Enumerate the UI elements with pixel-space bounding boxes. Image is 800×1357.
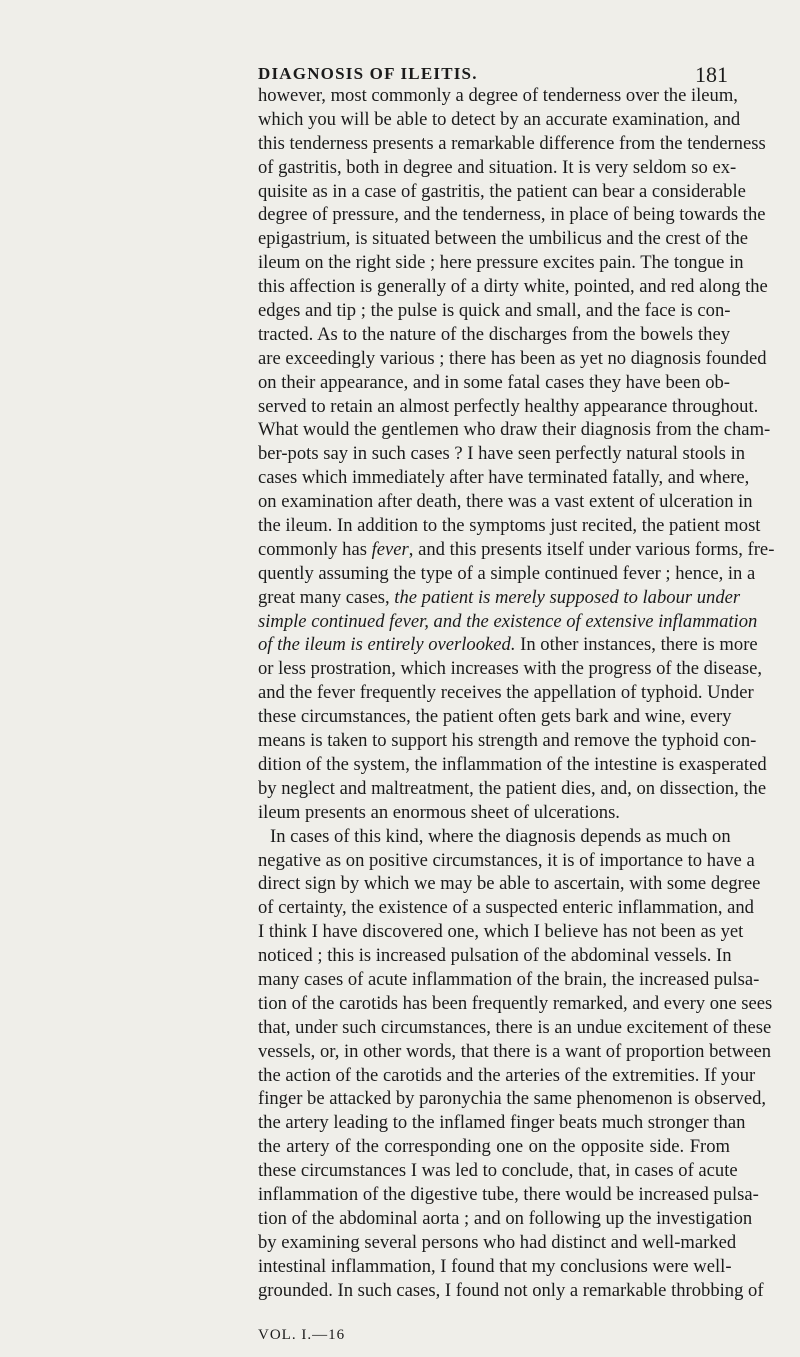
text-segment: I think I have discovered one, which I believe has not been as yet	[258, 921, 744, 943]
text-line	[258, 1016, 772, 1040]
text-line	[258, 586, 741, 610]
text-segment: epigastrium, is situated between the umbilicus and the crest of the	[258, 228, 749, 250]
text-segment: that, under such circumstances, there is an undue excitement of these	[258, 1016, 772, 1038]
text-segment: on examination after death, there was a vast extent of ulceration in	[258, 491, 753, 513]
text-line	[258, 84, 738, 108]
text-line	[258, 872, 761, 896]
text-segment: What would the gentlemen who draw their diagnosis from the cham-	[258, 419, 771, 441]
text-segment: this tenderness presents a remarkable difference from the tenderness	[258, 132, 766, 154]
text-line	[258, 132, 766, 156]
text-segment: the ileum. In addition to the symptoms just recited, the patient most	[258, 515, 761, 537]
text-line	[258, 1231, 737, 1255]
text-segment: edges and tip ; the pulse is quick and small, and the face is con-	[258, 300, 731, 322]
text-segment: these circumstances I was led to conclude, that, in cases of acute	[258, 1160, 738, 1182]
text-line	[258, 395, 759, 419]
text-segment: negative as on positive circumstances, it is of importance to have a	[258, 849, 755, 871]
text-line	[258, 801, 730, 825]
text-line	[258, 705, 730, 729]
text-segment: are exceedingly various ; there has been as yet no diagnosis founded	[258, 347, 767, 369]
text-segment: commonly has	[258, 538, 372, 560]
text-line	[258, 968, 760, 992]
text-segment: this affection is generally of a dirty white, pointed, and red along the	[258, 276, 768, 298]
text-line	[258, 729, 757, 753]
text-line	[258, 442, 746, 466]
text-segment: noticed ; this is increased pulsation of the abdominal vessels. In	[258, 945, 732, 967]
text-line	[258, 1255, 730, 1279]
text-segment: the artery of the corresponding one on the opposite side. From	[258, 1136, 730, 1158]
text-line	[258, 920, 744, 944]
text-line	[258, 180, 746, 204]
text-segment: the artery leading to the inflamed finger beats much stronger than	[258, 1112, 746, 1134]
text-segment: cases which immediately after have terminated fatally, and where,	[258, 467, 750, 489]
italic-text: fever	[371, 538, 409, 560]
text-segment: these circumstances, the patient often gets bark and wine, every	[258, 706, 732, 728]
italic-text: simple continued fever, and the existence of extensive inflammation	[258, 610, 758, 632]
text-segment: finger be attacked by paronychia the same phenomenon is observed,	[258, 1088, 767, 1110]
text-segment: direct sign by which we may be able to ascertain, with some degree	[258, 873, 761, 895]
text-line	[258, 299, 730, 323]
text-line	[258, 1135, 730, 1159]
text-segment: intestinal inflammation, I found that my conclusions were well-	[258, 1255, 732, 1277]
text-segment: tion of the abdominal aorta ; and on following up the investigation	[258, 1207, 753, 1229]
text-segment: degree of pressure, and the tenderness, in place of being towards the	[258, 204, 766, 226]
text-line	[258, 992, 773, 1016]
text-line	[258, 203, 766, 227]
text-segment: however, most commonly a degree of tenderness over the ileum,	[258, 85, 738, 106]
text-line	[258, 490, 753, 514]
text-segment: dition of the system, the inflammation of the intestine is exasperated	[258, 753, 767, 775]
text-line	[258, 251, 744, 275]
text-line	[258, 849, 755, 873]
running-title: DIAGNOSIS OF ILEITIS.	[258, 64, 478, 83]
text-line	[258, 1111, 746, 1135]
signature-mark: VOL. I.—16	[258, 1327, 346, 1343]
text-segment: great many cases,	[258, 586, 395, 608]
text-line	[258, 633, 758, 657]
text-line	[258, 418, 771, 442]
text-line	[258, 610, 758, 634]
text-line	[258, 514, 761, 538]
text-segment: of gastritis, both in degree and situation. It is very seldom so ex-	[258, 156, 737, 178]
text-line	[258, 371, 730, 395]
text-line	[258, 944, 730, 968]
text-segment: ileum presents an enormous sheet of ulcerations.	[258, 801, 620, 823]
text-segment: tracted. As to the nature of the discharges from the bowels they	[258, 323, 730, 345]
text-segment: tion of the carotids has been frequently remarked, and every one sees	[258, 992, 773, 1014]
text-line	[258, 562, 756, 586]
text-line	[258, 347, 767, 371]
text-segment: vessels, or, in other words, that there is a want of proportion between	[258, 1040, 772, 1062]
text-line	[258, 681, 754, 705]
text-line	[258, 753, 767, 777]
text-segment: by neglect and maltreatment, the patient dies, and, on dissection, the	[258, 777, 767, 799]
body-text	[258, 84, 775, 1302]
text-line	[258, 1279, 764, 1303]
text-line	[258, 466, 750, 490]
text-line	[258, 896, 754, 920]
text-line	[258, 1207, 753, 1231]
text-segment: by examining several persons who had distinct and well-marked	[258, 1231, 737, 1253]
text-segment: on their appearance, and in some fatal cases they have been ob-	[258, 371, 730, 393]
italic-text: of the ileum is entirely overlooked.	[258, 634, 516, 656]
text-line	[258, 323, 730, 347]
text-line	[258, 657, 762, 681]
text-segment: ber-pots say in such cases ? I have seen perfectly natural stools in	[258, 443, 746, 465]
text-segment: served to retain an almost perfectly healthy appearance throughout.	[258, 395, 759, 417]
text-line	[258, 1087, 767, 1111]
text-segment: , and this presents itself under various forms, fre-	[408, 538, 775, 560]
text-segment: and the fever frequently receives the appellation of typhoid. Under	[258, 682, 754, 704]
text-line	[258, 1040, 772, 1064]
text-line	[258, 1159, 738, 1183]
text-segment: In other instances, there is more	[515, 634, 758, 656]
text-line	[258, 275, 768, 299]
italic-text: the patient is merely supposed to labour under	[394, 586, 741, 608]
text-segment: of certainty, the existence of a suspected enteric inflammation, and	[258, 897, 754, 919]
text-line	[258, 777, 767, 801]
text-line	[258, 538, 775, 562]
text-segment: quently assuming the type of a simple continued fever ; hence, in a	[258, 562, 756, 584]
text-segment: many cases of acute inflammation of the brain, the increased pulsa-	[258, 968, 760, 990]
text-segment: inflammation of the digestive tube, there would be increased pulsa-	[258, 1183, 759, 1205]
text-line	[258, 1064, 756, 1088]
page-number: 181	[695, 62, 728, 87]
text-segment: which you will be able to detect by an accurate examination, and	[258, 108, 741, 130]
text-line	[258, 108, 741, 132]
text-line	[258, 156, 737, 180]
text-segment: ileum on the right side ; here pressure excites pain. The tongue in	[258, 252, 744, 274]
text-segment: or less prostration, which increases with the progress of the disease,	[258, 658, 762, 680]
text-segment: quisite as in a case of gastritis, the patient can bear a considerable	[258, 180, 746, 202]
text-line	[258, 1183, 759, 1207]
text-segment: means is taken to support his strength and remove the typhoid con-	[258, 730, 757, 752]
text-segment: In cases of this kind, where the diagnosis depends as much on	[270, 825, 731, 847]
text-line	[258, 227, 749, 251]
text-segment: the action of the carotids and the arteries of the extremities. If your	[258, 1064, 756, 1086]
text-line	[258, 825, 730, 849]
text-segment: grounded. In such cases, I found not only a remarkable throbbing of	[258, 1279, 764, 1301]
